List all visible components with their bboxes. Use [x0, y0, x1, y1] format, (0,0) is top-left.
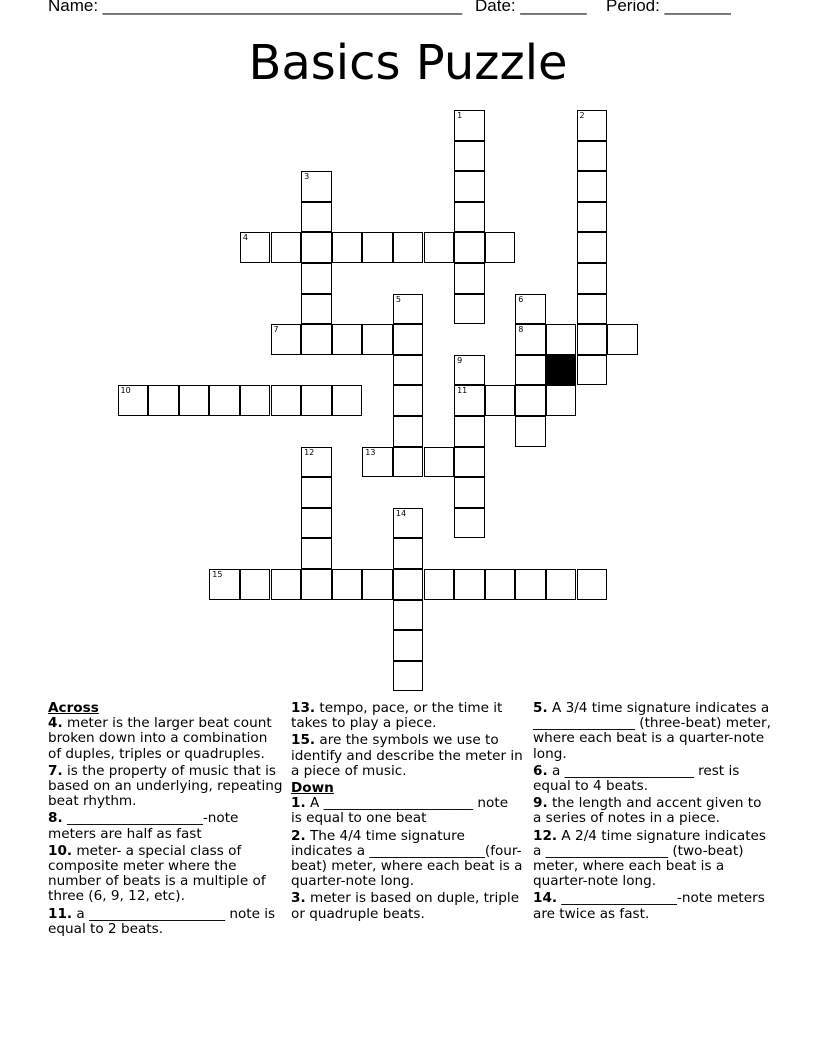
across-heading: Across: [48, 700, 99, 716]
clue-number: 11: [457, 386, 468, 396]
crossword-cell[interactable]: [301, 477, 332, 508]
crossword-cell[interactable]: [179, 385, 210, 416]
down-clue-2: 2. The 4/4 time signature indicates a _________________(four-beat) meter, where each beat is a quarter-note long.: [291, 827, 523, 890]
clue-number: 10: [120, 386, 131, 396]
across-clue-10: 10. meter- a special class of composite meter where the number of beats is a multiple of three (6, 9, 12, etc).: [48, 842, 266, 905]
crossword-cell[interactable]: [546, 569, 577, 600]
crossword-cell[interactable]: [424, 447, 455, 478]
crossword-cell[interactable]: [271, 569, 302, 600]
crossword-cell[interactable]: [577, 324, 608, 355]
crossword-cell[interactable]: [454, 263, 485, 294]
crossword-cell[interactable]: [485, 385, 516, 416]
clue-number: 6: [518, 294, 524, 304]
crossword-cell[interactable]: [454, 355, 485, 386]
crossword-cell[interactable]: [393, 324, 424, 355]
clue-number: 2: [579, 111, 585, 120]
crossword-cell[interactable]: [271, 232, 302, 263]
crossword-cell[interactable]: [301, 171, 332, 202]
puzzle-title: Basics Puzzle: [248, 35, 568, 91]
crossword-cell[interactable]: [515, 569, 546, 600]
crossword-cell[interactable]: [393, 538, 424, 569]
crossword-cell[interactable]: [424, 232, 455, 263]
crossword-cell[interactable]: [454, 171, 485, 202]
clue-number: 14: [395, 508, 407, 518]
crossword-cell[interactable]: [332, 324, 363, 355]
crossword-cell[interactable]: [577, 202, 608, 233]
crossword-cell[interactable]: [301, 447, 332, 478]
crossword-cell[interactable]: [209, 569, 240, 600]
across-clue-8: 8. ____________________-note meters are half as fast: [48, 810, 239, 842]
crossword-cell[interactable]: [301, 385, 332, 416]
crossword-cell[interactable]: [301, 263, 332, 294]
crossword-cell[interactable]: [393, 232, 424, 263]
down-clue-14: 14. _________________-note meters are twice as fast.: [533, 890, 765, 922]
across-clue-7: 7. is the property of music that is based on an underlying, repeating beat rhythm.: [48, 762, 283, 810]
down-clue-6: 6. a ___________________ rest is equal to 4 beats.: [533, 762, 740, 795]
crossword-cell[interactable]: [515, 294, 546, 325]
crossword-cell[interactable]: [301, 569, 332, 600]
crossword-cell[interactable]: [362, 232, 393, 263]
crossword-cell[interactable]: [485, 232, 516, 263]
down-clue-5: 5. A 3/4 time signature indicates a _______________ (three-beat) meter, where each beat is a quarter-note long.: [533, 700, 771, 762]
crossword-cell[interactable]: [271, 324, 302, 355]
crossword-cell[interactable]: [454, 232, 485, 263]
crossword-cell[interactable]: [546, 385, 577, 416]
crossword-cell[interactable]: [454, 294, 485, 325]
crossword-cell[interactable]: [393, 508, 424, 539]
crossword-cell[interactable]: [393, 385, 424, 416]
crossword-cell[interactable]: [577, 263, 608, 294]
down-clue-3: 3. meter is based on duple, triple or quadruple beats.: [291, 890, 520, 922]
crossword-cell[interactable]: [118, 385, 149, 416]
crossword-cell[interactable]: [393, 447, 424, 478]
crossword-cell[interactable]: [515, 385, 546, 416]
clue-number: 7: [273, 325, 279, 335]
crossword-cell[interactable]: [240, 569, 271, 600]
down-clue-12: 12. A 2/4 time signature indicates a __________________ (two-beat) meter, where each beat is a quarter-note long.: [533, 827, 767, 890]
clues-column-1: [48, 701, 284, 939]
crossword-cell[interactable]: [332, 385, 363, 416]
across-clue-4: 4. meter is the larger beat count broken down into a combination of duples, triples or quadruples.: [48, 715, 272, 762]
crossword-cell[interactable]: [454, 447, 485, 478]
crossword-cell[interactable]: [240, 232, 271, 263]
crossword-cell[interactable]: [393, 600, 424, 631]
crossword-cell[interactable]: [362, 569, 393, 600]
crossword-cell[interactable]: [362, 324, 393, 355]
crossword-cell[interactable]: [515, 324, 546, 355]
clue-number: 15: [212, 570, 223, 579]
crossword-cell[interactable]: [454, 202, 485, 233]
crossword-cell[interactable]: [577, 171, 608, 202]
across-clue-11: 11. a ____________________ note is equal to 2 beats.: [48, 905, 276, 937]
crossword-cell[interactable]: [393, 355, 424, 386]
crossword-cell[interactable]: [577, 294, 608, 325]
crossword-cell[interactable]: [332, 569, 363, 600]
clue-number: 3: [304, 172, 310, 182]
crossword-cell[interactable]: [301, 232, 332, 263]
crossword-cell[interactable]: [271, 385, 302, 416]
clue-number: 5: [395, 294, 401, 304]
blocked-cell: [546, 355, 577, 386]
crossword-cell[interactable]: [485, 569, 516, 600]
crossword-cell[interactable]: [577, 355, 608, 386]
crossword-cell[interactable]: [393, 661, 424, 692]
across-clue-13: 13. tempo, pace, or the time it takes to play a piece.: [291, 700, 503, 732]
name-field[interactable]: Name: ______________________________________: [48, 0, 463, 15]
crossword-cell[interactable]: [577, 232, 608, 263]
date-field[interactable]: Date: _______: [475, 0, 587, 15]
crossword-cell[interactable]: [577, 110, 608, 141]
crossword-cell[interactable]: [454, 385, 485, 416]
crossword-cell[interactable]: [393, 294, 424, 325]
clue-number: 1: [457, 111, 463, 120]
crossword-cell[interactable]: [362, 447, 393, 478]
crossword-cell[interactable]: [393, 416, 424, 447]
clue-number: 9: [457, 355, 463, 365]
crossword-cell[interactable]: [240, 385, 271, 416]
across-clue-15: 15. are the symbols we use to identify and describe the meter in a piece of music.: [291, 732, 523, 779]
crossword-cell[interactable]: [577, 141, 608, 172]
crossword-cell[interactable]: [209, 385, 240, 416]
crossword-cell[interactable]: [454, 477, 485, 508]
crossword-cell[interactable]: [515, 416, 546, 447]
crossword-cell[interactable]: [332, 232, 363, 263]
crossword-cell[interactable]: [424, 569, 455, 600]
crossword-cell[interactable]: [454, 416, 485, 447]
crossword-cell[interactable]: [454, 508, 485, 539]
crossword-cell[interactable]: [515, 355, 546, 386]
crossword-cell[interactable]: [301, 202, 332, 233]
crossword-cell[interactable]: [607, 324, 638, 355]
clue-number: 8: [518, 325, 524, 335]
clue-number: 12: [304, 447, 315, 457]
crossword-cell[interactable]: [454, 110, 485, 141]
clue-number: 4: [242, 233, 248, 243]
down-clue-9: 9. the length and accent given to a series of notes in a piece.: [533, 795, 762, 827]
clues-column-3: [533, 701, 773, 924]
crossword-cell[interactable]: [301, 508, 332, 539]
period-field[interactable]: Period: _______: [606, 0, 731, 15]
crossword-cell[interactable]: [301, 324, 332, 355]
crossword-cell[interactable]: [454, 141, 485, 172]
crossword-cell[interactable]: [577, 569, 608, 600]
crossword-cell[interactable]: [454, 569, 485, 600]
clues-column-2: [291, 701, 523, 924]
crossword-cell[interactable]: [301, 294, 332, 325]
down-clue-1: 1. A ______________________ note is equal to one beat: [291, 795, 509, 827]
crossword-cell[interactable]: [393, 569, 424, 600]
crossword-cell[interactable]: [393, 630, 424, 661]
down-heading: Down: [291, 780, 334, 797]
crossword-cell[interactable]: [546, 324, 577, 355]
clue-number: 13: [365, 447, 376, 457]
crossword-cell[interactable]: [148, 385, 179, 416]
crossword-cell[interactable]: [301, 538, 332, 569]
